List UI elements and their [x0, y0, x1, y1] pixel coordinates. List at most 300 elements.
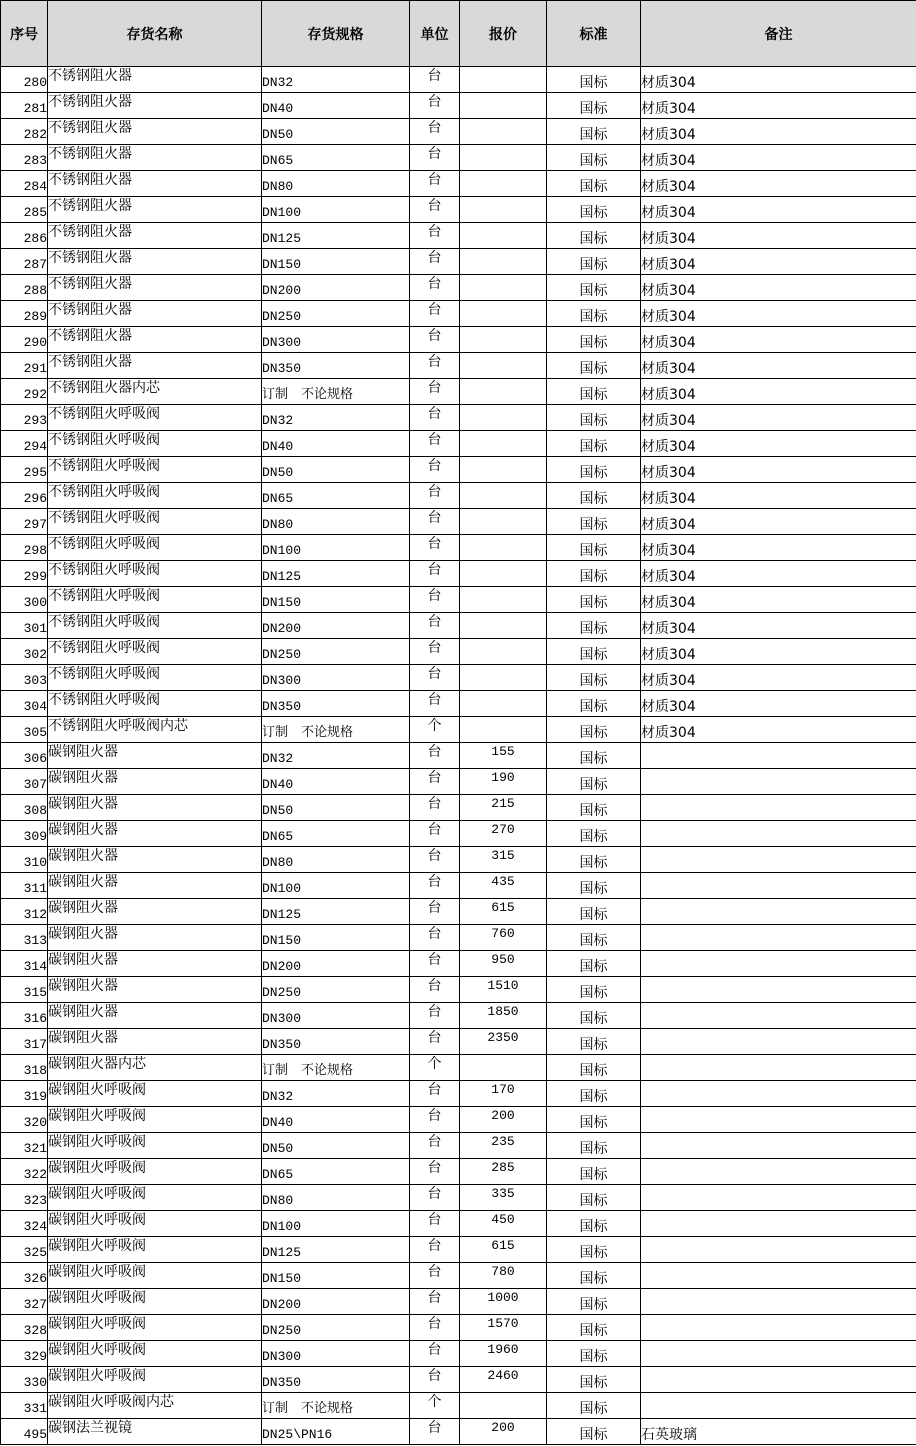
cell-unit: 台 [410, 327, 460, 353]
cell-seq: 290 [1, 327, 48, 353]
cell-standard: 国标 [547, 795, 641, 821]
cell-price [460, 483, 547, 509]
cell-seq: 309 [1, 821, 48, 847]
cell-name: 碳钢阻火呼吸阀 [48, 1315, 262, 1341]
cell-unit: 台 [410, 899, 460, 925]
cell-note [641, 743, 916, 769]
cell-note [641, 1211, 916, 1237]
cell-unit: 台 [410, 379, 460, 405]
cell-spec: DN200 [262, 1289, 410, 1315]
cell-note: 材质304 [641, 171, 916, 197]
table-row [1, 145, 916, 171]
cell-unit: 台 [410, 691, 460, 717]
cell-standard: 国标 [547, 353, 641, 379]
cell-price [460, 717, 547, 743]
cell-seq: 314 [1, 951, 48, 977]
cell-seq: 313 [1, 925, 48, 951]
cell-note: 材质304 [641, 223, 916, 249]
cell-price: 1960 [460, 1341, 547, 1367]
header-standard: 标准 [547, 1, 641, 67]
cell-price [460, 275, 547, 301]
cell-standard: 国标 [547, 1315, 641, 1341]
cell-note [641, 899, 916, 925]
cell-note [641, 1289, 916, 1315]
table-row [1, 67, 916, 93]
cell-unit: 台 [410, 145, 460, 171]
cell-name: 不锈钢阻火呼吸阀 [48, 587, 262, 613]
table-row [1, 1315, 916, 1341]
cell-seq: 287 [1, 249, 48, 275]
cell-price: 200 [460, 1419, 547, 1445]
cell-price: 2350 [460, 1029, 547, 1055]
cell-unit: 台 [410, 93, 460, 119]
cell-seq: 282 [1, 119, 48, 145]
cell-unit: 台 [410, 197, 460, 223]
cell-spec: DN65 [262, 821, 410, 847]
cell-note [641, 1003, 916, 1029]
table-row [1, 847, 916, 873]
cell-seq: 328 [1, 1315, 48, 1341]
cell-standard: 国标 [547, 691, 641, 717]
cell-note [641, 977, 916, 1003]
cell-name: 不锈钢阻火器 [48, 67, 262, 93]
cell-standard: 国标 [547, 899, 641, 925]
cell-name: 不锈钢阻火呼吸阀 [48, 431, 262, 457]
cell-seq: 318 [1, 1055, 48, 1081]
table-row [1, 951, 916, 977]
cell-name: 碳钢阻火器 [48, 847, 262, 873]
cell-price: 335 [460, 1185, 547, 1211]
cell-note: 材质304 [641, 561, 916, 587]
cell-spec: DN50 [262, 795, 410, 821]
cell-standard: 国标 [547, 1367, 641, 1393]
cell-seq: 289 [1, 301, 48, 327]
cell-seq: 307 [1, 769, 48, 795]
cell-seq: 295 [1, 457, 48, 483]
cell-name: 不锈钢阻火器 [48, 275, 262, 301]
cell-unit: 台 [410, 665, 460, 691]
cell-unit: 台 [410, 509, 460, 535]
cell-standard: 国标 [547, 535, 641, 561]
cell-spec: 订制 不论规格 [262, 1055, 410, 1081]
cell-name: 不锈钢阻火呼吸阀 [48, 535, 262, 561]
cell-note [641, 1393, 916, 1419]
cell-price [460, 561, 547, 587]
cell-note: 材质304 [641, 535, 916, 561]
table-row [1, 1263, 916, 1289]
cell-spec: DN100 [262, 1211, 410, 1237]
cell-unit: 台 [410, 1237, 460, 1263]
cell-spec: DN25\PN16 [262, 1419, 410, 1445]
cell-name: 不锈钢阻火器 [48, 249, 262, 275]
cell-price [460, 67, 547, 93]
cell-name: 不锈钢阻火呼吸阀 [48, 457, 262, 483]
cell-note [641, 1107, 916, 1133]
cell-seq: 319 [1, 1081, 48, 1107]
table-row [1, 561, 916, 587]
table-row [1, 1159, 916, 1185]
table-row [1, 509, 916, 535]
cell-name: 不锈钢阻火器 [48, 145, 262, 171]
cell-seq: 284 [1, 171, 48, 197]
cell-spec: DN150 [262, 249, 410, 275]
cell-price [460, 1393, 547, 1419]
cell-name: 碳钢阻火呼吸阀 [48, 1341, 262, 1367]
cell-spec: DN350 [262, 1029, 410, 1055]
table-row [1, 327, 916, 353]
cell-seq: 322 [1, 1159, 48, 1185]
table-row [1, 899, 916, 925]
table-row [1, 1211, 916, 1237]
cell-price [460, 119, 547, 145]
cell-note: 石英玻璃 [641, 1419, 916, 1445]
table-row [1, 1289, 916, 1315]
cell-standard: 国标 [547, 1133, 641, 1159]
cell-name: 碳钢阻火器 [48, 951, 262, 977]
header-name: 存货名称 [48, 1, 262, 67]
cell-name: 不锈钢阻火呼吸阀内芯 [48, 717, 262, 743]
cell-unit: 台 [410, 223, 460, 249]
cell-spec: DN50 [262, 119, 410, 145]
cell-standard: 国标 [547, 119, 641, 145]
cell-unit: 台 [410, 535, 460, 561]
cell-unit: 台 [410, 795, 460, 821]
cell-standard: 国标 [547, 873, 641, 899]
cell-standard: 国标 [547, 249, 641, 275]
cell-name: 不锈钢阻火器 [48, 93, 262, 119]
cell-standard: 国标 [547, 405, 641, 431]
cell-spec: DN80 [262, 1185, 410, 1211]
cell-note [641, 1185, 916, 1211]
cell-note: 材质304 [641, 119, 916, 145]
cell-standard: 国标 [547, 1107, 641, 1133]
cell-spec: DN350 [262, 691, 410, 717]
cell-note [641, 1367, 916, 1393]
cell-unit: 台 [410, 1107, 460, 1133]
cell-spec: DN40 [262, 769, 410, 795]
cell-seq: 298 [1, 535, 48, 561]
cell-unit: 台 [410, 613, 460, 639]
cell-name: 碳钢法兰视镜 [48, 1419, 262, 1445]
header-row [1, 1, 916, 67]
cell-note [641, 1237, 916, 1263]
cell-unit: 台 [410, 1263, 460, 1289]
cell-spec: DN125 [262, 1237, 410, 1263]
cell-note: 材质304 [641, 353, 916, 379]
cell-seq: 326 [1, 1263, 48, 1289]
cell-name: 不锈钢阻火器 [48, 223, 262, 249]
cell-unit: 台 [410, 1159, 460, 1185]
table-row [1, 353, 916, 379]
cell-unit: 台 [410, 847, 460, 873]
cell-price [460, 639, 547, 665]
cell-standard: 国标 [547, 665, 641, 691]
cell-seq: 317 [1, 1029, 48, 1055]
cell-price: 155 [460, 743, 547, 769]
cell-standard: 国标 [547, 171, 641, 197]
table-row [1, 717, 916, 743]
cell-note [641, 951, 916, 977]
cell-standard: 国标 [547, 821, 641, 847]
cell-unit: 台 [410, 951, 460, 977]
cell-price [460, 379, 547, 405]
cell-price: 200 [460, 1107, 547, 1133]
cell-price: 170 [460, 1081, 547, 1107]
cell-name: 不锈钢阻火器 [48, 353, 262, 379]
cell-standard: 国标 [547, 1029, 641, 1055]
cell-unit: 台 [410, 301, 460, 327]
cell-name: 不锈钢阻火呼吸阀 [48, 405, 262, 431]
cell-spec: DN350 [262, 353, 410, 379]
cell-standard: 国标 [547, 1159, 641, 1185]
cell-name: 不锈钢阻火呼吸阀 [48, 483, 262, 509]
cell-spec: DN80 [262, 847, 410, 873]
cell-note [641, 821, 916, 847]
cell-note: 材质304 [641, 93, 916, 119]
cell-spec: DN80 [262, 509, 410, 535]
cell-spec: DN200 [262, 613, 410, 639]
cell-note: 材质304 [641, 587, 916, 613]
cell-unit: 台 [410, 67, 460, 93]
table-row [1, 119, 916, 145]
cell-seq: 303 [1, 665, 48, 691]
table-row [1, 405, 916, 431]
cell-name: 碳钢阻火器 [48, 1029, 262, 1055]
cell-spec: DN150 [262, 925, 410, 951]
cell-unit: 台 [410, 873, 460, 899]
cell-spec: DN200 [262, 951, 410, 977]
cell-unit: 台 [410, 1081, 460, 1107]
header-seq: 序号 [1, 1, 48, 67]
cell-standard: 国标 [547, 509, 641, 535]
cell-seq: 304 [1, 691, 48, 717]
cell-standard: 国标 [547, 379, 641, 405]
cell-spec: DN250 [262, 301, 410, 327]
cell-name: 不锈钢阻火呼吸阀 [48, 639, 262, 665]
cell-unit: 台 [410, 457, 460, 483]
cell-name: 碳钢阻火呼吸阀 [48, 1289, 262, 1315]
cell-seq: 288 [1, 275, 48, 301]
cell-seq: 293 [1, 405, 48, 431]
cell-price [460, 457, 547, 483]
cell-price [460, 93, 547, 119]
cell-spec: DN32 [262, 1081, 410, 1107]
cell-unit: 台 [410, 743, 460, 769]
cell-spec: DN100 [262, 535, 410, 561]
cell-price [460, 613, 547, 639]
cell-unit: 台 [410, 561, 460, 587]
cell-spec: DN200 [262, 275, 410, 301]
table-row [1, 977, 916, 1003]
cell-spec: 订制 不论规格 [262, 717, 410, 743]
cell-standard: 国标 [547, 1003, 641, 1029]
cell-standard: 国标 [547, 743, 641, 769]
cell-spec: DN32 [262, 67, 410, 93]
cell-name: 碳钢阻火器 [48, 1003, 262, 1029]
cell-standard: 国标 [547, 1185, 641, 1211]
table-row [1, 275, 916, 301]
table-row [1, 691, 916, 717]
cell-standard: 国标 [547, 457, 641, 483]
cell-spec: DN32 [262, 405, 410, 431]
cell-note: 材质304 [641, 431, 916, 457]
cell-price: 780 [460, 1263, 547, 1289]
table-row [1, 301, 916, 327]
cell-unit: 台 [410, 1029, 460, 1055]
cell-unit: 台 [410, 1133, 460, 1159]
cell-seq: 297 [1, 509, 48, 535]
cell-standard: 国标 [547, 847, 641, 873]
cell-price: 435 [460, 873, 547, 899]
cell-price: 615 [460, 899, 547, 925]
cell-spec: DN65 [262, 145, 410, 171]
cell-unit: 台 [410, 769, 460, 795]
cell-price [460, 665, 547, 691]
cell-seq: 291 [1, 353, 48, 379]
cell-note: 材质304 [641, 509, 916, 535]
cell-seq: 325 [1, 1237, 48, 1263]
table-row [1, 197, 916, 223]
table-row [1, 171, 916, 197]
cell-unit: 台 [410, 171, 460, 197]
cell-name: 碳钢阻火器 [48, 821, 262, 847]
cell-note [641, 795, 916, 821]
cell-seq: 306 [1, 743, 48, 769]
cell-unit: 台 [410, 483, 460, 509]
cell-unit: 台 [410, 925, 460, 951]
table-row [1, 1107, 916, 1133]
cell-seq: 280 [1, 67, 48, 93]
table-row [1, 457, 916, 483]
table-row [1, 1055, 916, 1081]
cell-standard: 国标 [547, 197, 641, 223]
cell-spec: DN40 [262, 431, 410, 457]
cell-standard: 国标 [547, 613, 641, 639]
cell-note [641, 1055, 916, 1081]
cell-seq: 323 [1, 1185, 48, 1211]
cell-seq: 285 [1, 197, 48, 223]
cell-seq: 310 [1, 847, 48, 873]
cell-unit: 台 [410, 119, 460, 145]
cell-note [641, 1029, 916, 1055]
cell-spec: DN65 [262, 1159, 410, 1185]
cell-seq: 330 [1, 1367, 48, 1393]
table-row [1, 873, 916, 899]
cell-seq: 495 [1, 1419, 48, 1445]
cell-note: 材质304 [641, 197, 916, 223]
cell-seq: 308 [1, 795, 48, 821]
table-row [1, 223, 916, 249]
cell-unit: 台 [410, 353, 460, 379]
cell-name: 碳钢阻火呼吸阀 [48, 1263, 262, 1289]
cell-price [460, 353, 547, 379]
cell-price [460, 249, 547, 275]
header-note: 备注 [641, 1, 916, 67]
cell-name: 碳钢阻火呼吸阀 [48, 1159, 262, 1185]
cell-price [460, 691, 547, 717]
cell-note: 材质304 [641, 665, 916, 691]
cell-name: 碳钢阻火呼吸阀内芯 [48, 1393, 262, 1419]
header-spec: 存货规格 [262, 1, 410, 67]
table-row [1, 249, 916, 275]
cell-price [460, 431, 547, 457]
table-row [1, 535, 916, 561]
cell-spec: DN125 [262, 223, 410, 249]
table-row [1, 93, 916, 119]
cell-name: 不锈钢阻火呼吸阀 [48, 691, 262, 717]
cell-note: 材质304 [641, 691, 916, 717]
table-row [1, 795, 916, 821]
cell-name: 不锈钢阻火器内芯 [48, 379, 262, 405]
cell-seq: 301 [1, 613, 48, 639]
cell-standard: 国标 [547, 717, 641, 743]
cell-name: 不锈钢阻火器 [48, 171, 262, 197]
cell-seq: 305 [1, 717, 48, 743]
cell-price: 285 [460, 1159, 547, 1185]
cell-name: 碳钢阻火器 [48, 743, 262, 769]
cell-note: 材质304 [641, 639, 916, 665]
header-price: 报价 [460, 1, 547, 67]
cell-name: 碳钢阻火呼吸阀 [48, 1237, 262, 1263]
cell-spec: DN100 [262, 197, 410, 223]
cell-seq: 327 [1, 1289, 48, 1315]
cell-spec: DN65 [262, 483, 410, 509]
cell-standard: 国标 [547, 925, 641, 951]
cell-price [460, 535, 547, 561]
cell-standard: 国标 [547, 431, 641, 457]
cell-note [641, 1263, 916, 1289]
cell-name: 不锈钢阻火器 [48, 327, 262, 353]
cell-standard: 国标 [547, 327, 641, 353]
cell-standard: 国标 [547, 639, 641, 665]
cell-note: 材质304 [641, 327, 916, 353]
table-row [1, 1367, 916, 1393]
cell-spec: DN125 [262, 899, 410, 925]
cell-name: 碳钢阻火呼吸阀 [48, 1133, 262, 1159]
cell-seq: 329 [1, 1341, 48, 1367]
cell-name: 不锈钢阻火呼吸阀 [48, 665, 262, 691]
table-row [1, 1029, 916, 1055]
cell-name: 碳钢阻火器 [48, 925, 262, 951]
cell-standard: 国标 [547, 223, 641, 249]
cell-spec: DN125 [262, 561, 410, 587]
cell-standard: 国标 [547, 769, 641, 795]
cell-name: 不锈钢阻火呼吸阀 [48, 561, 262, 587]
cell-spec: DN50 [262, 1133, 410, 1159]
cell-standard: 国标 [547, 1393, 641, 1419]
cell-seq: 315 [1, 977, 48, 1003]
table-row [1, 587, 916, 613]
cell-standard: 国标 [547, 587, 641, 613]
cell-seq: 296 [1, 483, 48, 509]
cell-name: 碳钢阻火器 [48, 769, 262, 795]
table-row [1, 1237, 916, 1263]
cell-price: 270 [460, 821, 547, 847]
cell-name: 不锈钢阻火器 [48, 301, 262, 327]
cell-seq: 331 [1, 1393, 48, 1419]
table-row [1, 1185, 916, 1211]
cell-name: 碳钢阻火呼吸阀 [48, 1211, 262, 1237]
cell-standard: 国标 [547, 561, 641, 587]
cell-unit: 台 [410, 1367, 460, 1393]
cell-seq: 299 [1, 561, 48, 587]
cell-seq: 283 [1, 145, 48, 171]
cell-unit: 台 [410, 249, 460, 275]
cell-price: 450 [460, 1211, 547, 1237]
cell-spec: DN32 [262, 743, 410, 769]
cell-unit: 台 [410, 405, 460, 431]
cell-seq: 286 [1, 223, 48, 249]
